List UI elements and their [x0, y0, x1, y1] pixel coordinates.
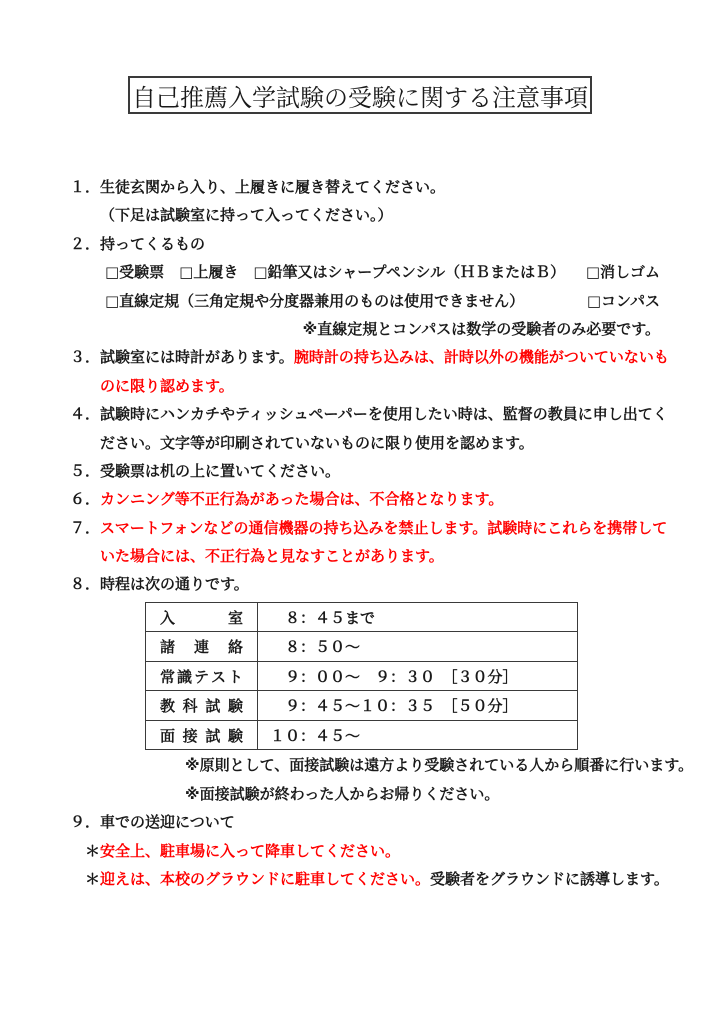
text-segment: ださい。文字等が印刷されていないものに限り使用を認めます。	[100, 433, 534, 452]
checklist-right	[586, 258, 660, 286]
schedule-time: １０：４５～	[270, 726, 361, 745]
list-item-line	[70, 173, 660, 201]
label-char: 面	[160, 726, 176, 745]
label-char: 絡	[227, 638, 243, 657]
list-item-line	[70, 570, 660, 598]
item-number: １．	[70, 178, 101, 196]
text-segment: ※原則として、面接試験は遠方より受験されている人から順番に行います。	[185, 756, 694, 775]
schedule-row	[146, 691, 578, 721]
label-char: 科	[182, 697, 198, 716]
schedule-label-cell	[146, 691, 258, 721]
text-segment: ※面接試験が終わった人からお帰りください。	[185, 784, 500, 803]
text-segment: 安全上、駐車場に入って降車してください。	[100, 841, 401, 860]
label-char: ト	[227, 667, 243, 686]
label-char: 諸	[160, 638, 176, 657]
checklist-left	[105, 258, 565, 286]
text-segment: 試験室には時計があります。	[100, 348, 294, 367]
item-number: ８．	[70, 575, 101, 594]
item-number: ９．	[70, 813, 101, 832]
label-char: 験	[227, 726, 243, 745]
schedule-row	[146, 602, 578, 632]
note-line	[70, 315, 660, 343]
table-note-line	[70, 780, 660, 808]
label-char: 試	[205, 726, 221, 745]
bullet-line	[70, 837, 660, 865]
list-item-line	[70, 400, 668, 428]
label-char: 連	[193, 638, 209, 657]
document-title-box	[128, 76, 592, 114]
table-note-line	[70, 751, 694, 779]
checklist-right	[587, 287, 660, 315]
schedule-label	[146, 636, 257, 657]
text-segment: いた場合には、不正行為と見なすことがあります。	[100, 547, 444, 566]
text-segment: （下足は試験室に持って入ってください。）	[100, 206, 393, 225]
bullet-line	[70, 865, 669, 893]
schedule-label	[146, 695, 257, 716]
continuation-line	[70, 429, 660, 457]
schedule-time-cell	[258, 602, 578, 632]
schedule-row	[146, 661, 578, 691]
text-segment: 受験者をグラウンドに誘導します。	[430, 869, 669, 888]
schedule-label-cell	[146, 602, 258, 632]
label-char: 入	[160, 608, 176, 627]
label-char: 験	[227, 697, 243, 716]
text-segment: のに限り認めます。	[100, 376, 234, 395]
asterisk-marker: ＊	[85, 869, 101, 888]
text-segment: □受験票 □上履き □鉛筆又はシャープペンシル（ＨＢまたはＢ）	[105, 263, 566, 282]
label-char: 識	[176, 667, 192, 686]
document-body	[70, 173, 694, 893]
label-char: ス	[210, 667, 226, 686]
text-segment: □コンパス	[586, 291, 660, 310]
label-char: 常	[160, 667, 176, 686]
schedule-time-cell	[258, 720, 578, 750]
text-segment: 時程は次の通りです。	[100, 575, 249, 594]
continuation-line	[70, 201, 660, 229]
checklist-left	[105, 287, 524, 315]
schedule-label	[146, 725, 257, 746]
schedule-label-cell	[146, 632, 258, 662]
checklist-line	[70, 258, 660, 286]
label-char: 接	[182, 726, 198, 745]
label-char: 教	[160, 697, 176, 716]
label-char: テ	[193, 667, 209, 686]
text-segment: 持ってくるもの	[100, 234, 206, 253]
label-char: 室	[227, 608, 243, 627]
item-number: ５．	[70, 461, 101, 480]
schedule-row	[146, 632, 578, 662]
page-title: 自己推薦入学試験の受験に関する注意事項	[132, 83, 588, 112]
text-segment: 腕時計の持ち込みは、計時以外の機能がついていないも	[293, 348, 669, 367]
schedule-time: ９：００～ ９：３０ ［３０分］	[270, 667, 518, 686]
text-segment: 試験時にハンカチやティッシュペーパーを使用したい時は、監督の教員に申し出てく	[100, 405, 668, 424]
checklist-line	[70, 287, 660, 315]
text-segment: ※直線定規とコンパスは数学の受験者のみ必要です。	[302, 319, 660, 338]
schedule-time-cell	[258, 691, 578, 721]
continuation-line	[70, 372, 660, 400]
schedule-time: ８：５０～	[270, 638, 361, 657]
label-char: 試	[205, 697, 221, 716]
item-number: ２．	[70, 234, 101, 253]
text-segment: 生徒玄関から入り、上履きに履き替えてください。	[100, 178, 446, 196]
asterisk-marker: ＊	[85, 841, 101, 860]
item-number: ３．	[70, 348, 101, 367]
schedule-row	[146, 720, 578, 750]
list-item-line	[70, 230, 660, 258]
text-segment: 迎えは、本校のグラウンドに駐車してください。	[100, 869, 431, 888]
schedule-label	[146, 666, 257, 687]
text-segment: カンニング等不正行為があった場合は、不合格となります。	[100, 490, 504, 509]
continuation-line	[70, 542, 660, 570]
schedule-table	[145, 602, 578, 751]
item-number: ７．	[70, 518, 101, 537]
list-item-line	[70, 457, 660, 485]
list-item-line	[70, 485, 660, 513]
text-segment: 受験票は机の上に置いてください。	[100, 461, 341, 480]
item-number: ４．	[70, 405, 101, 424]
schedule-time: ８：４５まで	[270, 608, 376, 627]
list-item-line	[70, 514, 668, 542]
text-segment: □消しゴム	[585, 263, 660, 282]
schedule-time-cell	[258, 632, 578, 662]
schedule-time-cell	[258, 661, 578, 691]
list-item-line	[70, 343, 669, 371]
schedule-label	[146, 607, 257, 628]
list-item-line	[70, 808, 660, 836]
schedule-time: ９：４５～１０：３５ ［５０分］	[270, 697, 518, 716]
text-segment: □直線定規（三角定規や分度器兼用のものは使用できません）	[105, 291, 525, 310]
item-number: ６．	[70, 490, 101, 509]
text-segment: 車での送迎について	[100, 813, 235, 832]
text-segment: スマートフォンなどの通信機器の持ち込みを禁止します。試験時にこれらを携帯して	[100, 518, 668, 537]
schedule-label-cell	[146, 661, 258, 691]
schedule-label-cell	[146, 720, 258, 750]
